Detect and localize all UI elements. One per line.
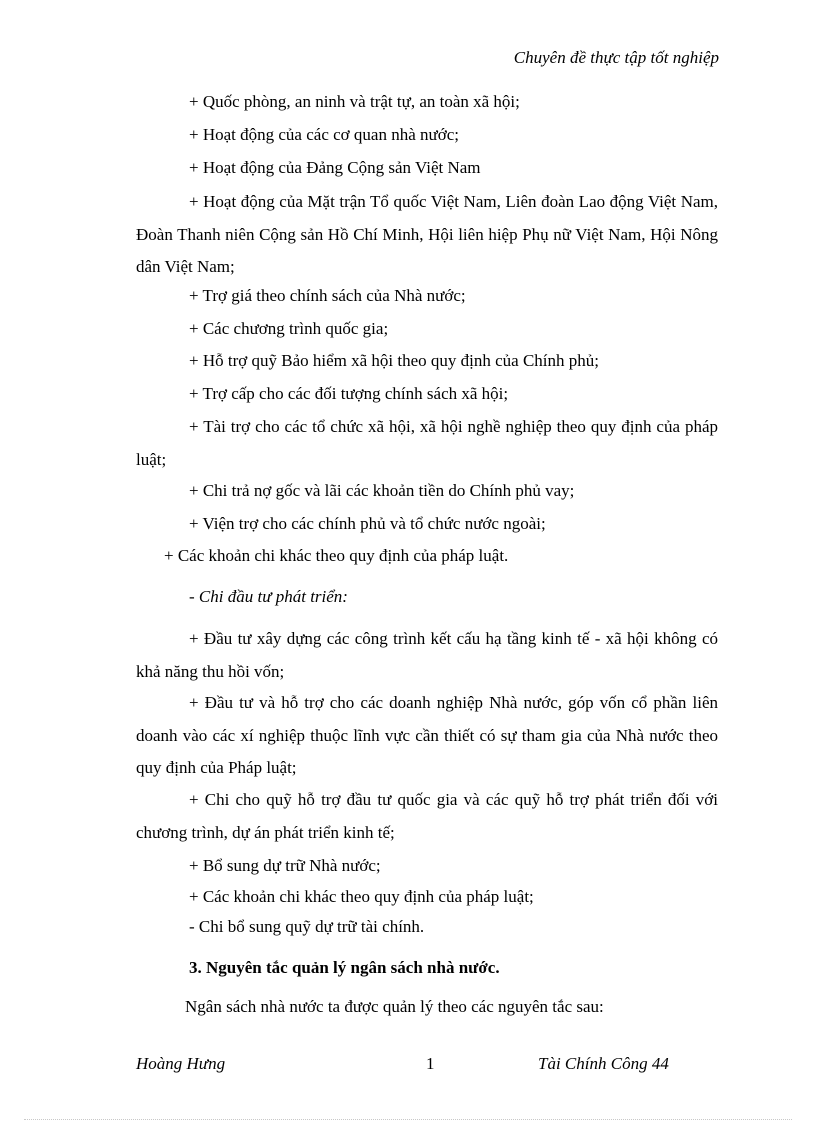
list-item-paragraph: + Đầu tư và hỗ trợ cho các doanh nghiệp Nhà nước, góp vốn cổ phần liên doanh vào các xí nghiệp thuộc lĩnh vực cần thiết có sự tham gia của Nhà nước theo quy định của Pháp luật; bbox=[136, 693, 718, 777]
page-edge-divider bbox=[24, 1119, 792, 1120]
list-item: + Các chương trình quốc gia; bbox=[189, 319, 389, 338]
list-item: + Bổ sung dự trữ Nhà nước; bbox=[189, 856, 381, 875]
list-item: + Quốc phòng, an ninh và trật tự, an toàn xã hội; bbox=[189, 92, 520, 111]
footer-course: Tài Chính Công 44 bbox=[538, 1054, 669, 1073]
paragraph: Ngân sách nhà nước ta được quản lý theo các nguyên tắc sau: bbox=[185, 997, 604, 1016]
list-item: + Hoạt động của các cơ quan nhà nước; bbox=[189, 125, 459, 144]
list-item: + Các khoản chi khác theo quy định của pháp luật. bbox=[164, 546, 509, 565]
list-item: + Hoạt động của Đảng Cộng sản Việt Nam bbox=[189, 158, 481, 177]
list-item-paragraph: + Hoạt động của Mặt trận Tổ quốc Việt Nam, Liên đoàn Lao động Việt Nam, Đoàn Thanh niên Cộng sản Hồ Chí Minh, Hội liên hiệp Phụ nữ Việt Nam, Hội Nông dân Việt Nam; bbox=[136, 192, 718, 276]
list-item: + Chi trả nợ gốc và lãi các khoản tiền do Chính phủ vay; bbox=[189, 481, 575, 500]
list-item: + Các khoản chi khác theo quy định của pháp luật; bbox=[189, 887, 534, 906]
list-item: - Chi bổ sung quỹ dự trữ tài chính. bbox=[189, 917, 425, 936]
page-number: 1 bbox=[426, 1054, 435, 1073]
list-item: + Trợ cấp cho các đối tượng chính sách xã hội; bbox=[189, 384, 509, 403]
list-item: + Hỗ trợ quỹ Bảo hiểm xã hội theo quy định của Chính phủ; bbox=[189, 351, 600, 370]
list-item: + Viện trợ cho các chính phủ và tổ chức nước ngoài; bbox=[189, 514, 546, 533]
list-item-paragraph: + Đầu tư xây dựng các công trình kết cấu hạ tầng kinh tế - xã hội không có khả năng thu hồi vốn; bbox=[136, 629, 718, 681]
list-item-paragraph: + Tài trợ cho các tổ chức xã hội, xã hội nghề nghiệp theo quy định của pháp luật; bbox=[136, 417, 718, 469]
footer-author: Hoàng Hưng bbox=[136, 1054, 226, 1073]
list-item-paragraph: + Chi cho quỹ hỗ trợ đầu tư quốc gia và các quỹ hỗ trợ phát triển đối với chương trình, dự án phát triển kinh tế; bbox=[136, 790, 718, 842]
section-heading: 3. Nguyên tắc quản lý ngân sách nhà nước. bbox=[189, 958, 500, 977]
list-item: + Trợ giá theo chính sách của Nhà nước; bbox=[189, 286, 466, 305]
page-header-title: Chuyên đề thực tập tốt nghiệp bbox=[513, 48, 719, 67]
subsection-label: - Chi đầu tư phát triển: bbox=[189, 587, 348, 606]
